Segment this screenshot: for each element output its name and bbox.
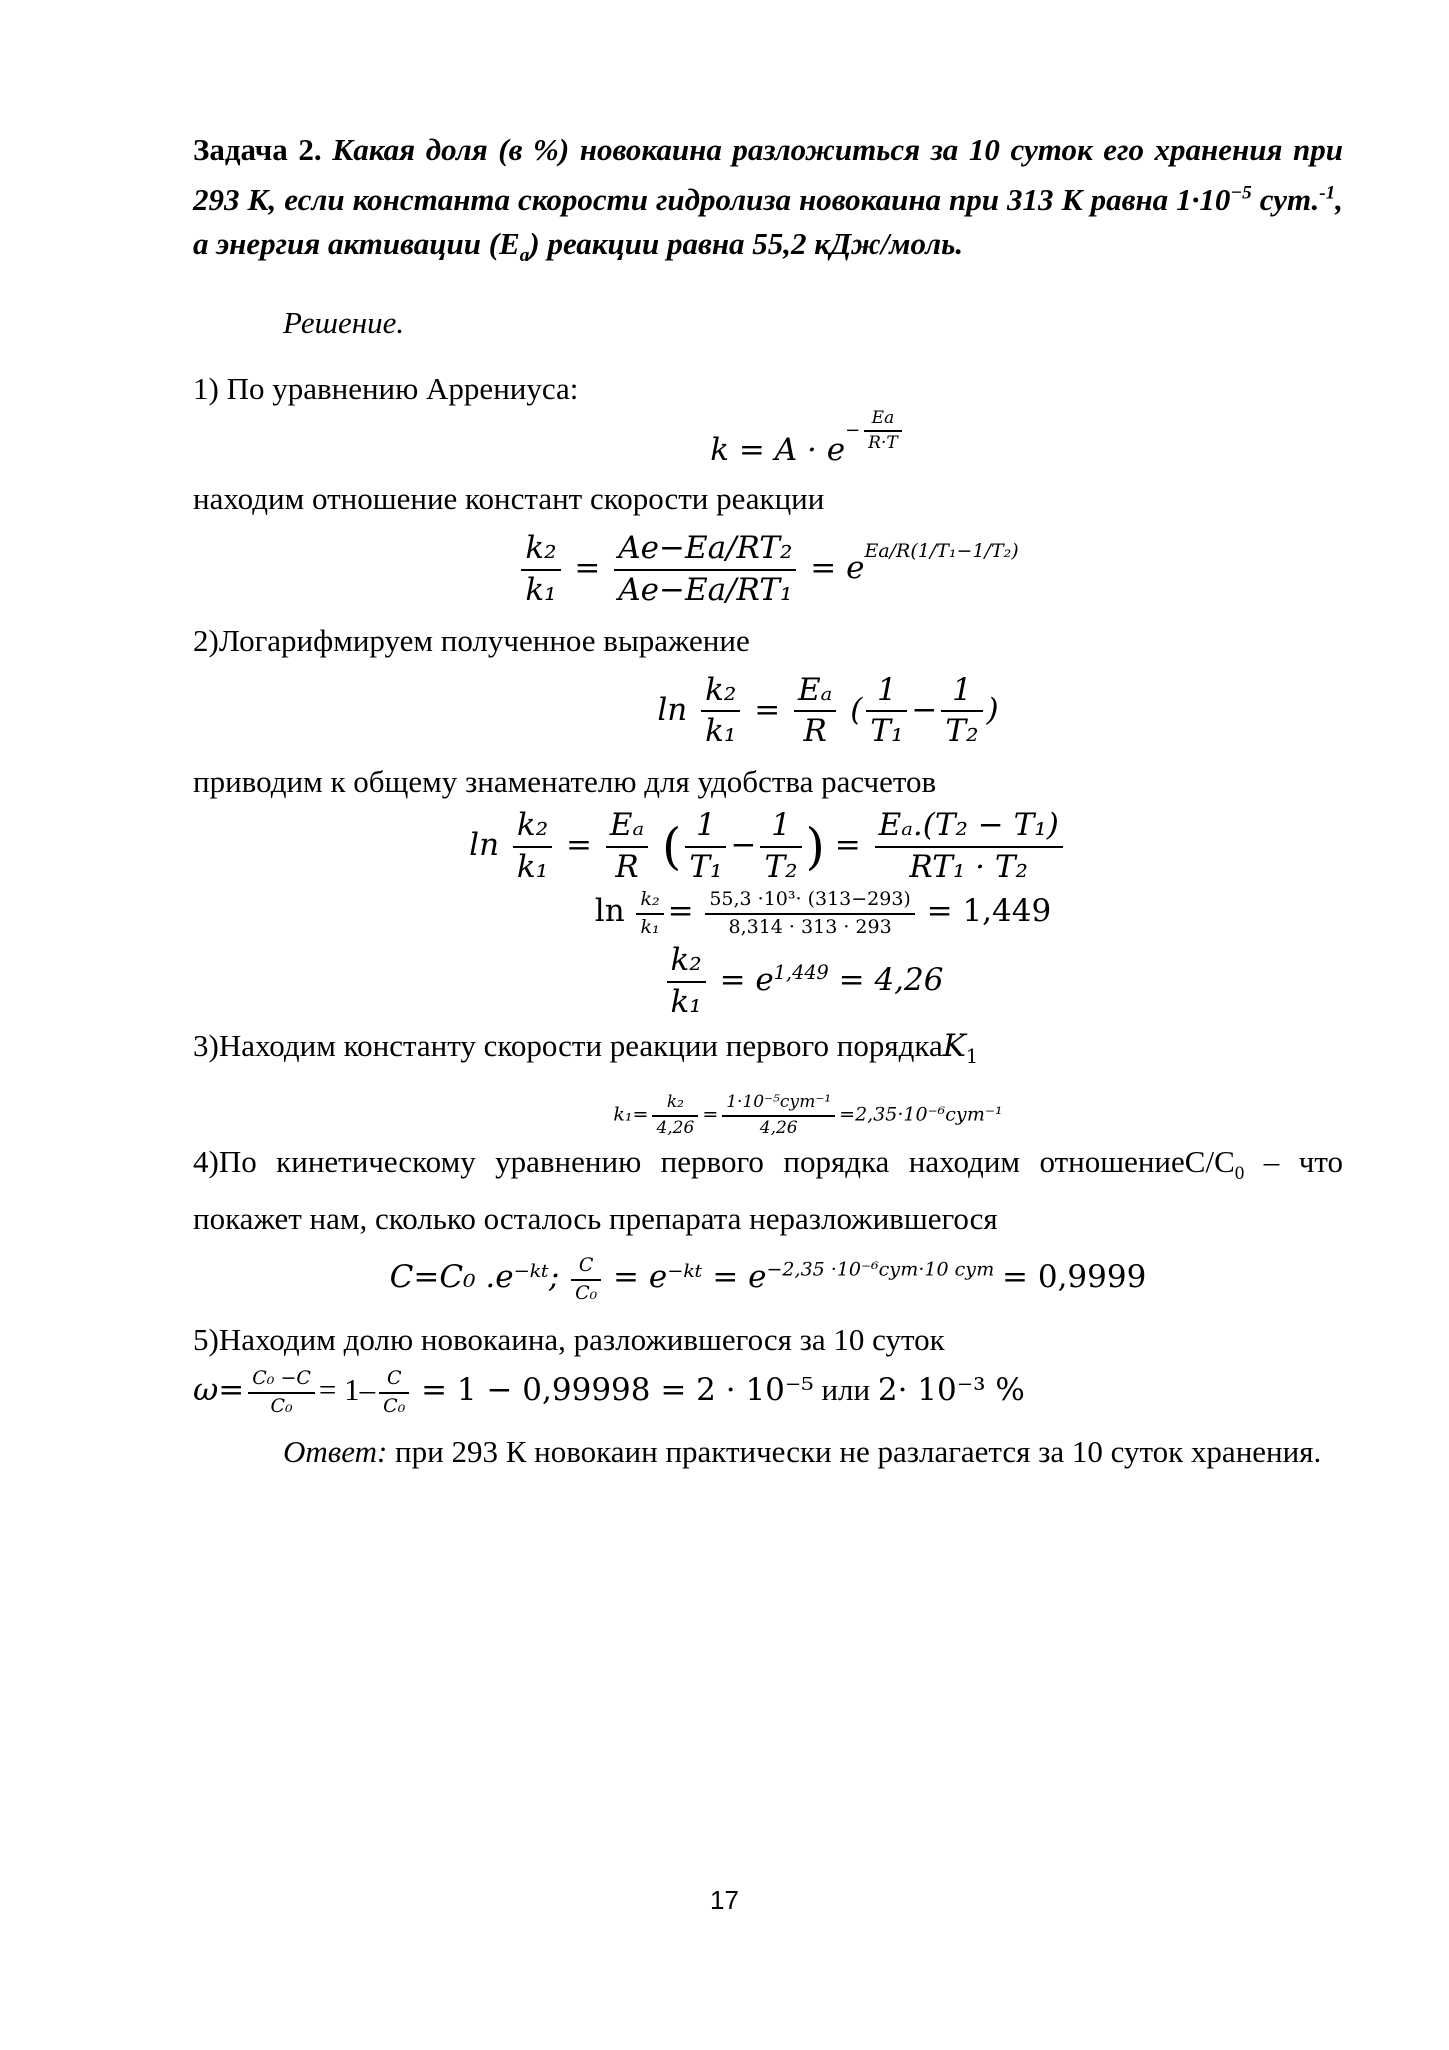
step-2: 2)Логарифмируем полученное выражение	[193, 622, 750, 658]
step-1: 1) По уравнению Аррениуса:	[193, 370, 579, 406]
log-equation-2: ln $\frac{\text{k₂}}{\text{k₁}}$ = $\frac{\text{Eₐ}}{R}$ ( $\frac{1}{\text{T₁}}$ − $\frac{1}{\text{T₂}}$ ) = $\frac{\text{Eₐ.(T₂ − T₁)}}{\text{RT₁ · T₂}}$	[193, 808, 1343, 885]
task-statement	[193, 128, 1343, 279]
step-2-after: приводим к общему знаменателю для удобства расчетов	[193, 763, 937, 799]
step-5: 5)Находим долю новокаина, разложившегося за 10 суток	[193, 1322, 945, 1358]
log-equation-1: ln $\frac{\text{k₂}}{\text{k₁}}$ = $\frac{\text{Eₐ}}{R}$ ( $\frac{1}{\text{T₁}}$ − $\frac{1}{\text{T₂}}$ )	[657, 671, 999, 750]
arrhenius-equation: $k = A \cdot e^{- \frac{Ea}{R\cdot T}}$	[273, 421, 1343, 468]
exp-calc-equation: $\frac{\text{k₂}}{\text{k₁}}$ = $e^{1,449} = 4,26$	[263, 943, 1343, 1020]
fraction-equation: ω= $\frac{\text{C₀ −C}}{\text{C₀}}$ = 1– $\frac{C}{\text{C₀}}$ = 1 − 0,99998 = 2 · 10⁻⁵ или 2· 10⁻³ %	[193, 1367, 1025, 1418]
kinetic-equation: C=C₀ .e⁻ᵏᵗ; $\frac{C}{\text{C₀}}$ = e⁻ᵏᵗ = $e^{-2,35 \cdot 10^{-6}сут\cdot 10 сут} = 0,9999$	[389, 1253, 1147, 1304]
document-page	[193, 128, 1343, 1474]
ratio-equation: $\frac{\text{k₂}}{\text{k₁}}$ = $\frac{\text{Ae−Ea/RT₂}}{\text{Ae−Ea/RT₁}}$ = $e^{Ea/R(1/T_1-1/T_2)}$	[193, 531, 1343, 608]
answer-label: Ответ:	[283, 1434, 388, 1470]
solution-label: Решение.	[283, 304, 405, 340]
page-number: 17	[710, 1885, 739, 1915]
k1-equation: k₁= $\frac{\text{k₂}}{4,26}$ = $\frac{\text{1·10⁻⁵сут⁻¹}}{4,26}$ =2,35·10⁻⁶сут⁻¹	[613, 1092, 1003, 1138]
calc-equation: ln $\frac{\text{k₂}}{\text{k₁}}$ = $\frac{\text{55,3 ·10³· (313−293)}}{8,314 \cdot 313 \cdot 293}$ = 1,449	[594, 888, 1052, 939]
step-3: 3)Находим константу скорости реакции первого порядкаK$_1$	[193, 1028, 979, 1069]
task-label: Задача 2.	[193, 132, 322, 167]
step-4: 4)По кинетическому уравнению первого порядка находим отношениеC/$C_0$ – что покажет нам, сколько осталось препарата неразложившегося	[193, 1144, 1343, 1236]
answer: Ответ: при 293 К новокаин практически не разлагается за 10 суток хранения.	[283, 1434, 1322, 1470]
task-question: Какая доля (в %) новокаина разложиться за 10 суток его хранения при 293 К, если константа скорости гидролиза новокаина при 313 К равна $1\cdot 10^{-5}$ сут.$^{-1}$, а энергия активации $(E_a)$ реакции равна 55,2 кДж/моль.	[193, 132, 1344, 267]
step-1-after: находим отношение констант скорости реакции	[193, 481, 825, 517]
